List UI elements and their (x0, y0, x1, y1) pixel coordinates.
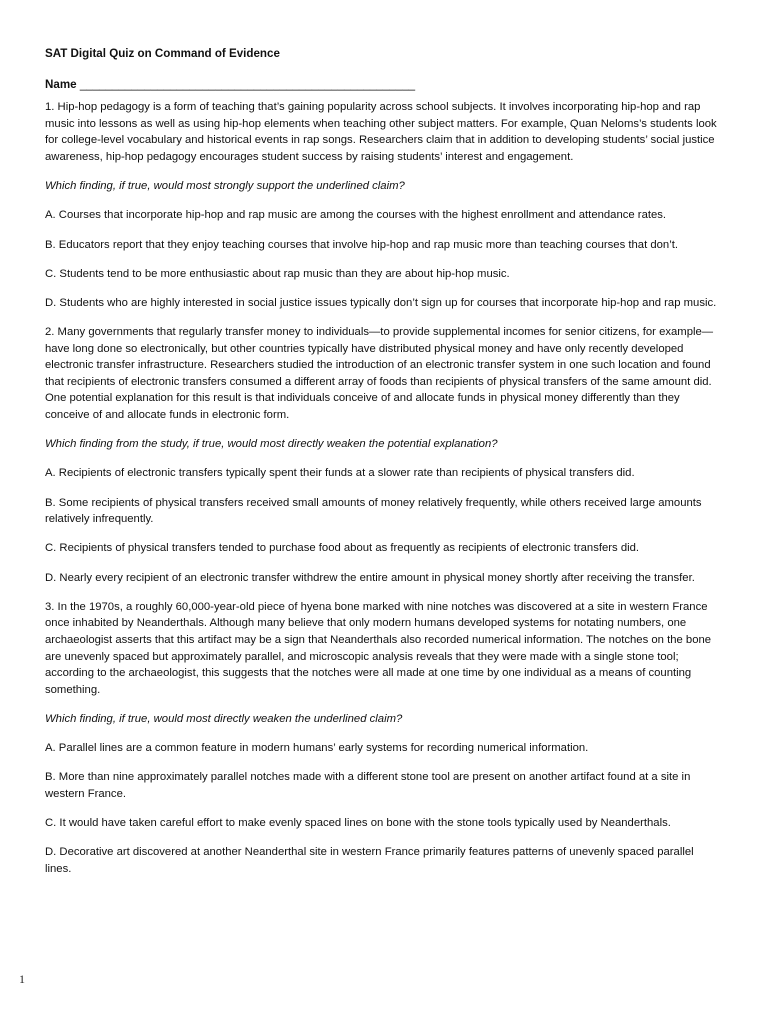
question-3-choice-b: B. More than nine approximately parallel notches made with a different stone tool are present on another artifact found at a site in western France. (45, 771, 691, 800)
question-2-choice-d: D. Nearly every recipient of an electronic transfer withdrew the entire amount in physical money shortly after receiving the transfer. (45, 571, 695, 584)
question-2-choice-c: C. Recipients of physical transfers tended to purchase food about as frequently as recipients of electronic transfers did. (45, 542, 640, 555)
question-3-choice-d: D. Decorative art discovered at another Neanderthal site in western France primarily features patterns of unevenly spaced parallel lines. (45, 846, 694, 875)
document-page (45, 46, 723, 890)
question-1-choice-a: A. Courses that incorporate hip-hop and rap music are among the courses with the highest enrollment and attendance rates. (45, 209, 667, 222)
question-2-choice-b: B. Some recipients of physical transfers received small amounts of money relatively frequently, while others received large amounts relatively infrequently. (45, 496, 702, 526)
document-title: SAT Digital Quiz on Command of Evidence (45, 47, 280, 60)
question-1-prompt: Which finding, if true, would most strongly support the underlined claim? (45, 180, 405, 193)
question-1-choice-d: D. Students who are highly interested in social justice issues typically don’t sign up for courses that incorporate hip-hop and rap music. (45, 296, 717, 309)
page-number: 1 (19, 972, 25, 986)
question-2-prompt: Which finding from the study, if true, would most directly weaken the potential explanation? (45, 438, 498, 451)
question-1-choice-b: B. Educators report that they enjoy teaching courses that involve hip-hop and rap music more than teaching courses that don’t. (45, 238, 678, 251)
question-3-choice-a: A. Parallel lines are a common feature in modern humans’ early systems for recording numerical information. (45, 742, 589, 755)
question-3-prompt: Which finding, if true, would most directly weaken the underlined claim? (45, 712, 403, 725)
question-1-passage: 1. Hip-hop pedagogy is a form of teaching that’s gaining popularity across school subjects. It involves incorporating hip-hop and rap music into lessons as well as using hip-hop elements when teaching other subject matters. For example, Quan Neloms’s students look for college-level vocabulary and historical events in rap songs. Researchers claim that in addition to developing students’ social justice awareness, hip-hop pedagogy encourages student success by raising students’ interest and engagement. (45, 101, 717, 163)
question-1 (45, 99, 723, 311)
question-2-passage: 2. Many governments that regularly transfer money to individuals—to provide supplemental incomes for senior citizens, for example—have long done so electronically, but other countries typically have distributed physical money and have only recently developed electronic transfer infrastructure. Researchers studied the introduction of an electronic transfer system in one such location and found that recipients of electronic transfers consumed a different array of foods than recipients of physical transfers of the same amount did. One potential explanation for this result is that individuals conceive of and allocate funds in physical money differently than they conceive of and allocate funds in electronic form. (45, 326, 714, 422)
question-2-choice-a: A. Recipients of electronic transfers typically spent their funds at a slower rate than recipients of physical transfers did. (45, 467, 635, 480)
name-blank: ____________________________________________________ (79, 77, 416, 91)
question-3 (45, 599, 723, 878)
question-3-passage: 3. In the 1970s, a roughly 60,000-year-old piece of hyena bone marked with nine notches was discovered at a site in western France once inhabited by Neanderthals. Although many believe that only modern humans developed systems for notating numbers, one archaeologist asserts that this artifact may be a sign that Neanderthals also recorded numerical information. The notches on the bone are unevenly spaced but approximately parallel, and microscopic analysis reveals that they were made with a single stone tool; according to the archaeologist, this suggests that the notches were all made at one time by one individual as a means of counting something. (45, 600, 712, 696)
question-2 (45, 324, 723, 586)
question-3-choice-c: C. It would have taken careful effort to make evenly spaced lines on bone with the stone tools typically used by Neanderthals. (45, 817, 671, 830)
question-1-choice-c: C. Students tend to be more enthusiastic about rap music than they are about hip-hop music. (45, 267, 510, 280)
name-field-line (45, 77, 723, 94)
name-label: Name (45, 77, 77, 91)
